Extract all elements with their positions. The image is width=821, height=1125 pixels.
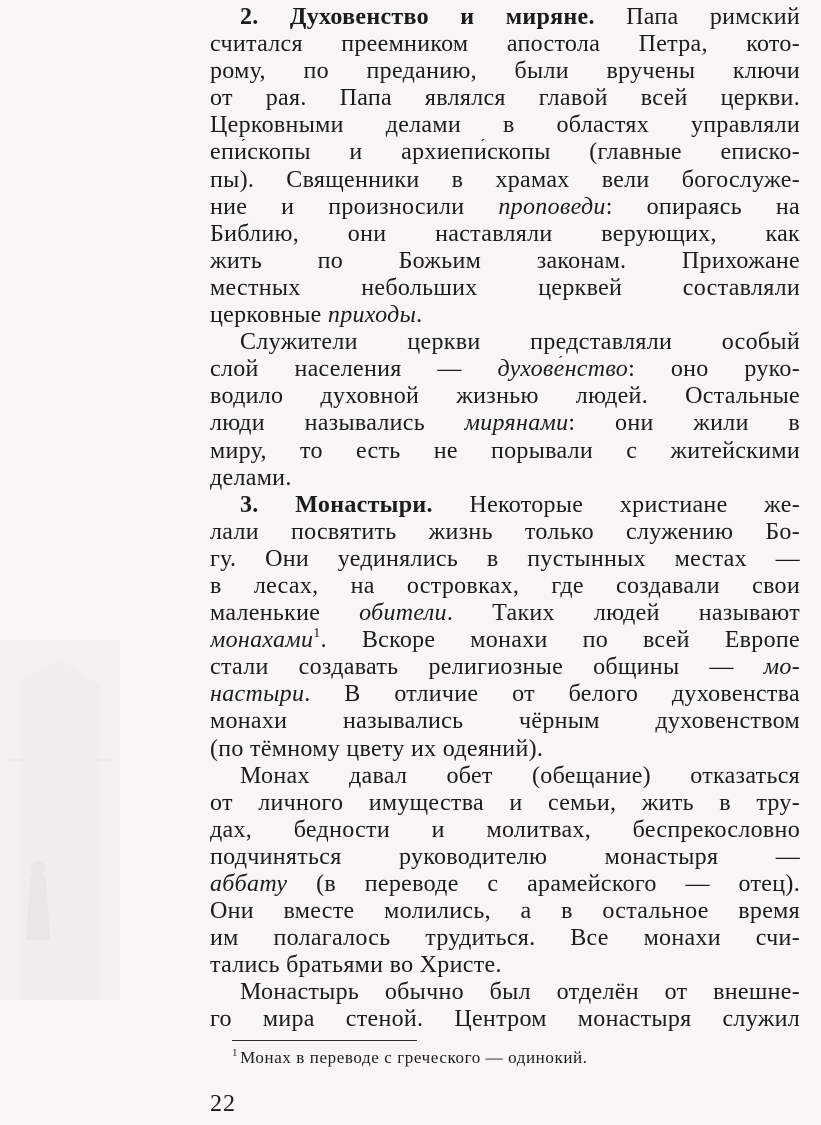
term-italic: монахами <box>210 627 314 654</box>
text-line: Библию, они наставляли верующих, как <box>210 220 800 247</box>
text-line: дах, бедности и молитвах, беспрекословно <box>210 816 800 843</box>
text-line: подчиняться руководителю монастыря — <box>210 843 800 870</box>
footnote-marker: 1 <box>313 627 321 642</box>
text-line: Служители церкви представляли особый <box>240 329 800 356</box>
text-line: Монах давал обет (обещание) отказаться <box>240 762 800 789</box>
margin-illustration-fragment <box>0 640 120 1000</box>
page-number: 22 <box>210 1091 236 1117</box>
footnote-text: Монах в переводе с греческого — одинокий. <box>240 1048 588 1067</box>
term-italic: приходы <box>327 302 417 329</box>
text-line: местных небольших церквей составляли <box>210 274 800 301</box>
main-text-column <box>210 4 800 1034</box>
term-italic: духове́нство <box>497 356 629 383</box>
footnote-number: 1 <box>232 1047 239 1059</box>
text-line: лали посвятить жизнь только служению Бо- <box>210 518 800 545</box>
text-line: считался преемником апостола Петра, кото- <box>210 31 800 58</box>
footnote-divider <box>232 1040 417 1041</box>
text-line: Монастырь обычно был отделён от внешне- <box>240 979 800 1006</box>
text-line: тались братьями во Христе. <box>210 952 502 979</box>
text-line: от рая. Папа являлся главой всей церкви. <box>210 85 800 112</box>
text-line: миру, то есть не порывали с житейскими <box>210 437 800 464</box>
term-italic: настыри <box>210 681 305 708</box>
text-line: делами. <box>210 464 292 491</box>
term-italic: мо- <box>763 654 800 681</box>
text-line: 2. Духовенство и миряне. Папа римский <box>240 4 800 30</box>
text-line: настыри. В отличие от белого духовенства <box>210 681 800 708</box>
text-line: монахами$^1$. Вскоре монахи по всей Европе <box>210 627 800 654</box>
text-line: Они вместе молились, а в остальное время <box>210 898 800 925</box>
term-italic: мирянами <box>464 410 569 437</box>
text-line: Церковными делами в областях управляли <box>210 112 800 139</box>
text-line: им полагалось трудиться. Все монахи счи- <box>210 925 800 952</box>
text-line: ние и произносили проповеди: опираясь на <box>210 193 800 220</box>
text-line: церковные приходы. <box>210 302 423 329</box>
section-heading: 2. Духовенство и миряне. <box>240 4 595 30</box>
term-italic: аббату <box>210 871 288 897</box>
text-line: слой населения — духове́нство: оно руко- <box>210 356 800 383</box>
text-line: рому, по преданию, были вручены ключи <box>210 58 800 85</box>
text-line: стали создавать религиозные общины — мо- <box>210 654 800 681</box>
text-line: гу. Они уединялись в пустынных местах — <box>210 545 800 572</box>
text-line: (по тёмному цвету их одеяний). <box>210 735 544 762</box>
footnote <box>232 1048 588 1068</box>
section-heading: 3. Монастыри. <box>240 491 433 518</box>
text-line: 3. Монастыри. Некоторые христиане же- <box>240 491 800 518</box>
text-line: епи́скопы и архиепи́скопы (главные еписко- <box>210 139 800 166</box>
text-line: маленькие обители. Таких людей называют <box>210 600 800 627</box>
text-line: в лесах, на островках, где создавали свои <box>210 572 800 599</box>
text-line: люди назывались мирянами: они жили в <box>210 410 800 437</box>
text-line: пы). Священники в храмах вели богослуже- <box>210 166 800 193</box>
text-line: аббату (в переводе с арамейского — отец). <box>210 871 800 897</box>
text-line: жить по Божьим законам. Прихожане <box>210 247 800 274</box>
text-line: водило духовной жизнью людей. Остальные <box>210 383 800 410</box>
text-line: от личного имущества и семьи, жить в тру- <box>210 789 800 816</box>
text-line: монахи назывались чёрным духовенством <box>210 708 800 735</box>
term-italic: обители <box>359 600 447 627</box>
term-italic: проповеди <box>498 193 606 220</box>
text-line: го мира стеной. Центром монастыря служил <box>210 1006 800 1033</box>
